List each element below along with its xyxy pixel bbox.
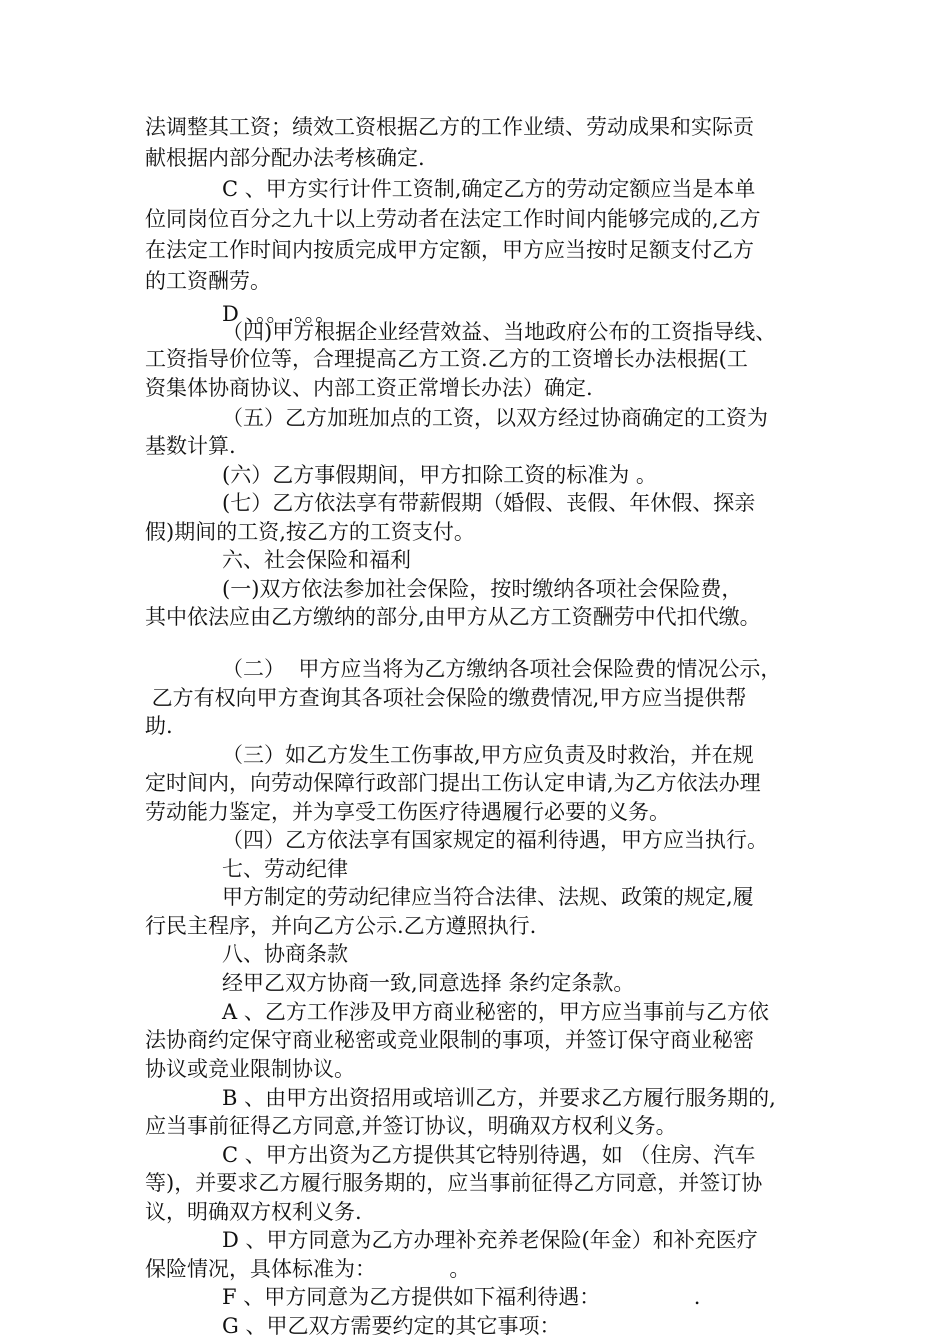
- text-line: C 、甲方实行计件工资制,确定乙方的劳动定额应当是本单: [222, 177, 756, 201]
- text-line: 劳动能力鉴定，并为享受工伤医疗待遇履行必要的义务。: [145, 800, 670, 824]
- text-line: （四）乙方依法享有国家规定的福利待遇，甲方应当执行。: [222, 828, 768, 852]
- text-line: （二） 甲方应当将为乙方缴纳各项社会保险费的情况公示，: [222, 657, 782, 681]
- text-line: D 、甲方同意为乙方办理补充养老保险(年金）和补充医疗: [222, 1228, 758, 1252]
- text-line: G 、甲乙双方需要约定的其它事项：: [222, 1314, 561, 1338]
- text-line: 资集体协商协议、内部工资正常增长办法）确定.: [145, 376, 593, 400]
- text-line: （四)甲方根据企业经营效益、当地政府公布的工资指导线、: [222, 320, 777, 344]
- text-line: 其中依法应由乙方缴纳的部分,由甲方从乙方工资酬劳中代扣代缴。: [145, 605, 761, 629]
- text-line: （五）乙方加班加点的工资，以双方经过协商确定的工资为: [222, 406, 768, 430]
- text-line: 献根据内部分配办法考核确定.: [145, 146, 425, 170]
- text-line: 位同岗位百分之九十以上劳动者在法定工作时间内能够完成的,乙方: [145, 207, 761, 231]
- text-line: 基数计算.: [145, 434, 236, 458]
- text-line: 法调整其工资；绩效工资根据乙方的工作业绩、劳动成果和实际贡: [145, 115, 754, 139]
- text-line: A 、乙方工作涉及甲方商业秘密的，甲方应当事前与乙方依: [222, 1000, 769, 1024]
- text-line: （三）如乙方发生工伤事故,甲方应负责及时救治，并在规: [222, 743, 754, 767]
- text-line: 的工资酬劳。: [145, 269, 271, 293]
- text-line: 工资指导价位等，合理提高乙方工资.乙方的工资增长办法根据(工: [145, 347, 748, 371]
- text-line: 法协商约定保守商业秘密或竞业限制的事项，并签订保守商业秘密: [145, 1028, 754, 1052]
- text-line: D 、。。.。。。: [222, 302, 337, 326]
- text-line: 乙方有权向甲方查询其各项社会保险的缴费情况,甲方应当提供帮: [145, 686, 747, 710]
- text-line: 等)，并要求乙方履行服务期的，应当事前征得乙方同意，并签订协: [145, 1171, 763, 1195]
- text-line: 假)期间的工资,按乙方的工资支付。: [145, 520, 475, 544]
- text-line: 保险情况，具体标准为： 。: [145, 1257, 471, 1281]
- text-line: 甲方制定的劳动纪律应当符合法律、法规、政策的规定,履: [222, 885, 754, 909]
- text-line: 定时间内，向劳动保障行政部门提出工伤认定申请,为乙方依法办理: [145, 771, 761, 795]
- text-line: B 、由甲方出资招用或培训乙方，并要求乙方履行服务期的,: [222, 1086, 776, 1110]
- text-line: 协议或竞业限制协议。: [145, 1057, 355, 1081]
- text-line: 七、劳动纪律: [222, 857, 348, 881]
- text-line: 经甲乙双方协商一致,同意选择 条约定条款。: [222, 971, 635, 995]
- text-line: C 、甲方出资为乙方提供其它特别待遇，如 （住房、汽车: [222, 1143, 756, 1167]
- text-line: 议，明确双方权利义务.: [145, 1200, 362, 1224]
- text-line: 行民主程序，并向乙方公示.乙方遵照执行.: [145, 914, 537, 938]
- text-line: 六、社会保险和福利: [222, 548, 411, 572]
- text-line: 八、协商条款: [222, 942, 348, 966]
- text-line: 应当事前征得乙方同意,并签订协议，明确双方权利义务。: [145, 1114, 677, 1138]
- text-line: 助.: [145, 714, 173, 738]
- text-line: 在法定工作时间内按质完成甲方定额，甲方应当按时足额支付乙方: [145, 238, 754, 262]
- text-line: (六）乙方事假期间，甲方扣除工资的标准为 。: [222, 463, 657, 487]
- text-line: F 、甲方同意为乙方提供如下福利待遇： .: [222, 1285, 701, 1309]
- text-line: (一)双方依法参加社会保险，按时缴纳各项社会保险费，: [222, 577, 743, 601]
- text-line: (七）乙方依法享有带薪假期（婚假、丧假、年休假、探亲: [222, 491, 756, 515]
